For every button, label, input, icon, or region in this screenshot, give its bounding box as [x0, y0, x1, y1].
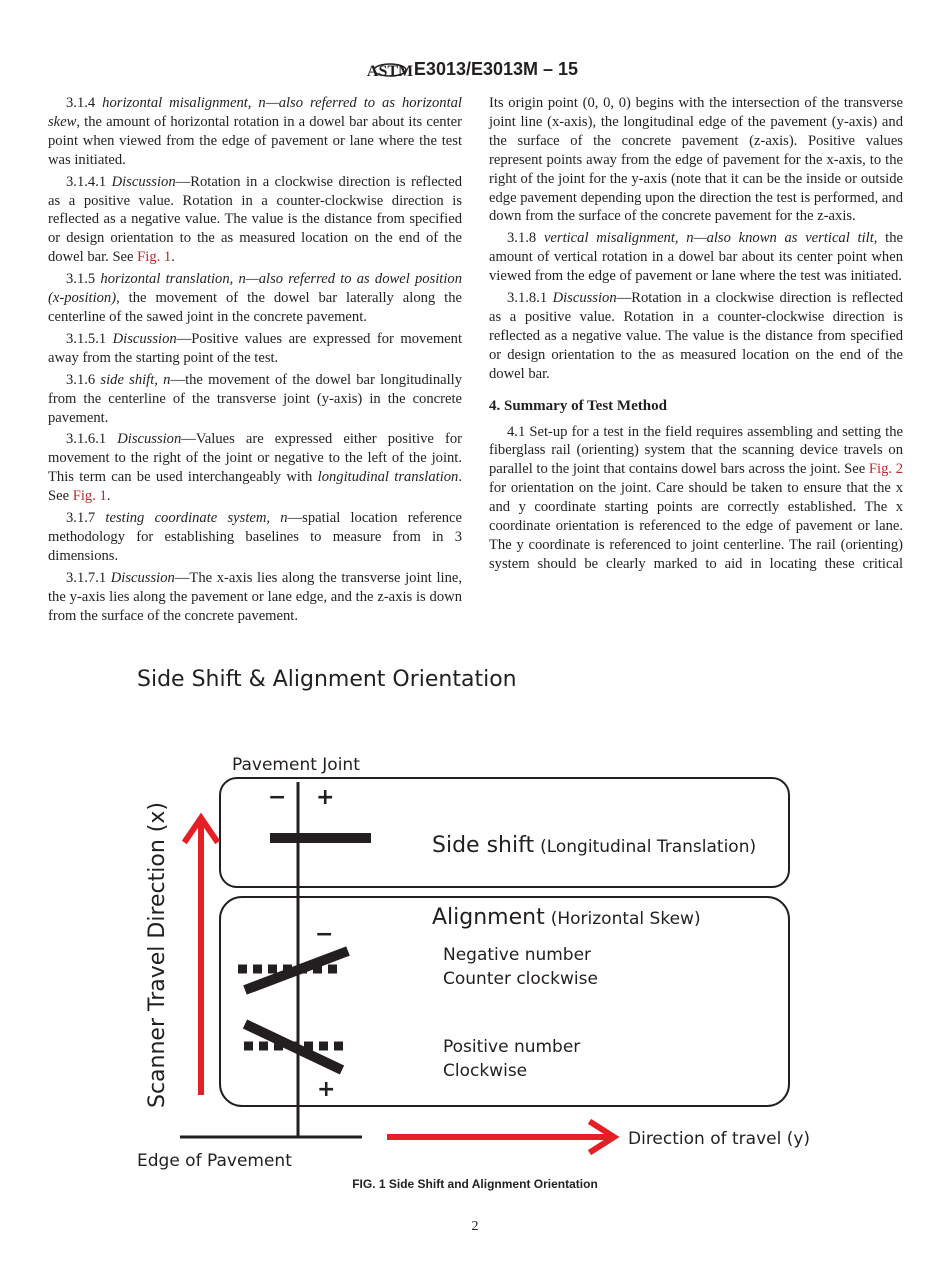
italic-term: Discussion	[117, 431, 182, 448]
figure-caption: FIG. 1 Side Shift and Alignment Orientation	[352, 1177, 598, 1191]
paragraph-text: . See	[48, 469, 462, 505]
page-number: 2	[471, 1219, 479, 1234]
alignment-minus-sign: −	[315, 922, 334, 947]
paragraph-text: 3.1.4.1	[66, 173, 112, 190]
figure-link[interactable]: Fig. 2	[868, 461, 903, 478]
pavement-joint-label: Pavement Joint	[232, 755, 360, 775]
side-shift-title: Side shift	[432, 833, 535, 858]
paragraph-text: —spatial location reference methodology for establishing baselines to measure from in 3 dimensions.	[48, 510, 462, 564]
paragraph-text: 3.1.5.1	[66, 330, 113, 347]
alignment-subtitle: (Horizontal Skew)	[550, 909, 701, 929]
paragraph-text: .	[106, 488, 111, 505]
italic-term: longitudinal translation	[317, 469, 459, 486]
italic-term: vertical misalignment, n—also known as vertical tilt	[543, 230, 874, 247]
clockwise-label: Clockwise	[443, 1061, 528, 1081]
side-shift-subtitle: (Longitudinal Translation)	[540, 837, 757, 857]
joint-minus-sign: −	[268, 785, 287, 810]
italic-term: horizontal misalignment, n—also referred to as horizontal skew	[48, 95, 462, 130]
alignment-plus-sign: +	[317, 1077, 336, 1102]
section-heading: 4. Summary of Test Method	[489, 397, 667, 414]
positive-number-label: Positive number	[443, 1037, 581, 1057]
italic-term: Discussion	[110, 569, 175, 586]
paragraph-text: , the movement of the dowel bar laterally along the centerline of the sawed joint in the concrete pavement.	[48, 290, 462, 325]
italic-term: Discussion	[112, 330, 177, 347]
paragraph-text: 3.1.4	[66, 95, 103, 111]
paragraph-text: —Rotation in a clockwise direction is reflected as a positive value. Rotation in a counter-clockwise direction is reflected as a negative value. The value is the distance from specified or design orientation to the as measured location on the end of the dowel bar.	[489, 290, 903, 382]
scanner-travel-direction-label: Scanner Travel Direction (x)	[145, 802, 170, 1108]
travel-direction-arrow-icon	[390, 1123, 614, 1151]
paragraph-text: 3.1.7.1	[66, 569, 111, 586]
paragraph-text: for orientation on the joint. Care should be taken to ensure that the x and y coordinate starting points are correctly established. The x coordinate orientation is referenced to the edge of pavement or lane. The y coordinate is referenced to joint centerline. The rail (orienting) system should be clearly marked to aid in locating these critical	[489, 480, 903, 572]
alignment-label	[432, 905, 701, 930]
standard-designation: E3013/E3013M – 15	[413, 58, 579, 79]
direction-of-travel-label: Direction of travel (y)	[628, 1129, 811, 1149]
figure-link[interactable]: Fig. 1	[137, 249, 172, 266]
alignment-title: Alignment	[432, 905, 545, 930]
paragraph-text: 3.1.5	[66, 271, 101, 288]
paragraph-text: —Rotation in a clockwise direction is reflected as a positive value. Rotation in a counter-clockwise direction is reflected as a negative value. The value is the distance from specified or design orientation to the as measured location on the end of the dowel bar. See	[48, 173, 462, 266]
figure-title: Side Shift & Alignment Orientation	[137, 667, 517, 692]
joint-plus-sign: +	[316, 785, 335, 810]
paragraph-text: —Positive values are expressed for movement away from the starting point of the test.	[48, 330, 463, 366]
italic-term: testing coordinate system, n	[105, 510, 288, 527]
paragraph-text: 3.1.8	[507, 230, 544, 247]
paragraph-text: , the amount of horizontal rotation in a dowel bar about its center point when viewed from the edge of pavement or lane where the test was initiated.	[48, 113, 462, 168]
paragraph-text: 4.1 Set-up for a test in the field requires assembling and setting the fiberglass rail (orienting) system that the scanning device travels on parallel to the joint that contains dowel bars across the joint. See	[489, 423, 903, 478]
svg-text:ASTM: ASTM	[366, 63, 414, 80]
italic-term: side shift, n	[100, 371, 171, 388]
paragraph-text: Its origin point (0, 0, 0) begins with the intersection of the transverse joint line (x-axis), the longitudinal edge of the pavement (y-axis) and the surface of the concrete pavement (z-axis). Positive values represent points away from the edge of pavement for the x-axis, to the right of the joint for the y-axis (note that it can be the inside or outside edge pavement depending upon the direction the test is performed, and down from the surface of the concrete pavement for the z-axis.	[489, 95, 903, 225]
counter-clockwise-label: Counter clockwise	[443, 969, 598, 989]
italic-term: Discussion	[552, 290, 617, 307]
paragraph-text: —Values are expressed either positive for movement to the right of the joint or negative to the left of the joint. This term can be used interchangeably with	[48, 431, 463, 486]
italic-term: Discussion	[111, 173, 176, 190]
paragraph-text: —the movement of the dowel bar longitudinally from the centerline of the transverse joint (y-axis) in the concrete pavement.	[48, 371, 463, 426]
edge-of-pavement-label: Edge of Pavement	[137, 1151, 292, 1171]
italic-term: horizontal translation, n—also referred to as dowel position (x-position)	[48, 271, 463, 307]
side-shift-label	[432, 833, 756, 858]
paragraph-text: .	[171, 249, 175, 266]
scanner-direction-arrow-icon	[186, 818, 216, 1092]
paragraph-text: 3.1.6	[66, 371, 101, 388]
side-shift-bar	[270, 833, 371, 843]
paragraph-text: 3.1.8.1	[507, 290, 553, 307]
figure-link[interactable]: Fig. 1	[72, 488, 107, 505]
paragraph-text: , the amount of vertical rotation in a dowel bar about its center point when viewed from the edge of pavement or lane where the test was initiated.	[489, 230, 903, 285]
paragraph-text: —The x-axis lies along the transverse joint line, the y-axis lies along the pavement or lane edge, and the z-axis is down from the surface of the concrete pavement.	[48, 569, 463, 624]
paragraph-text: 3.1.7	[66, 510, 106, 527]
paragraph-text: 3.1.6.1	[66, 431, 118, 448]
negative-number-label: Negative number	[443, 945, 592, 965]
